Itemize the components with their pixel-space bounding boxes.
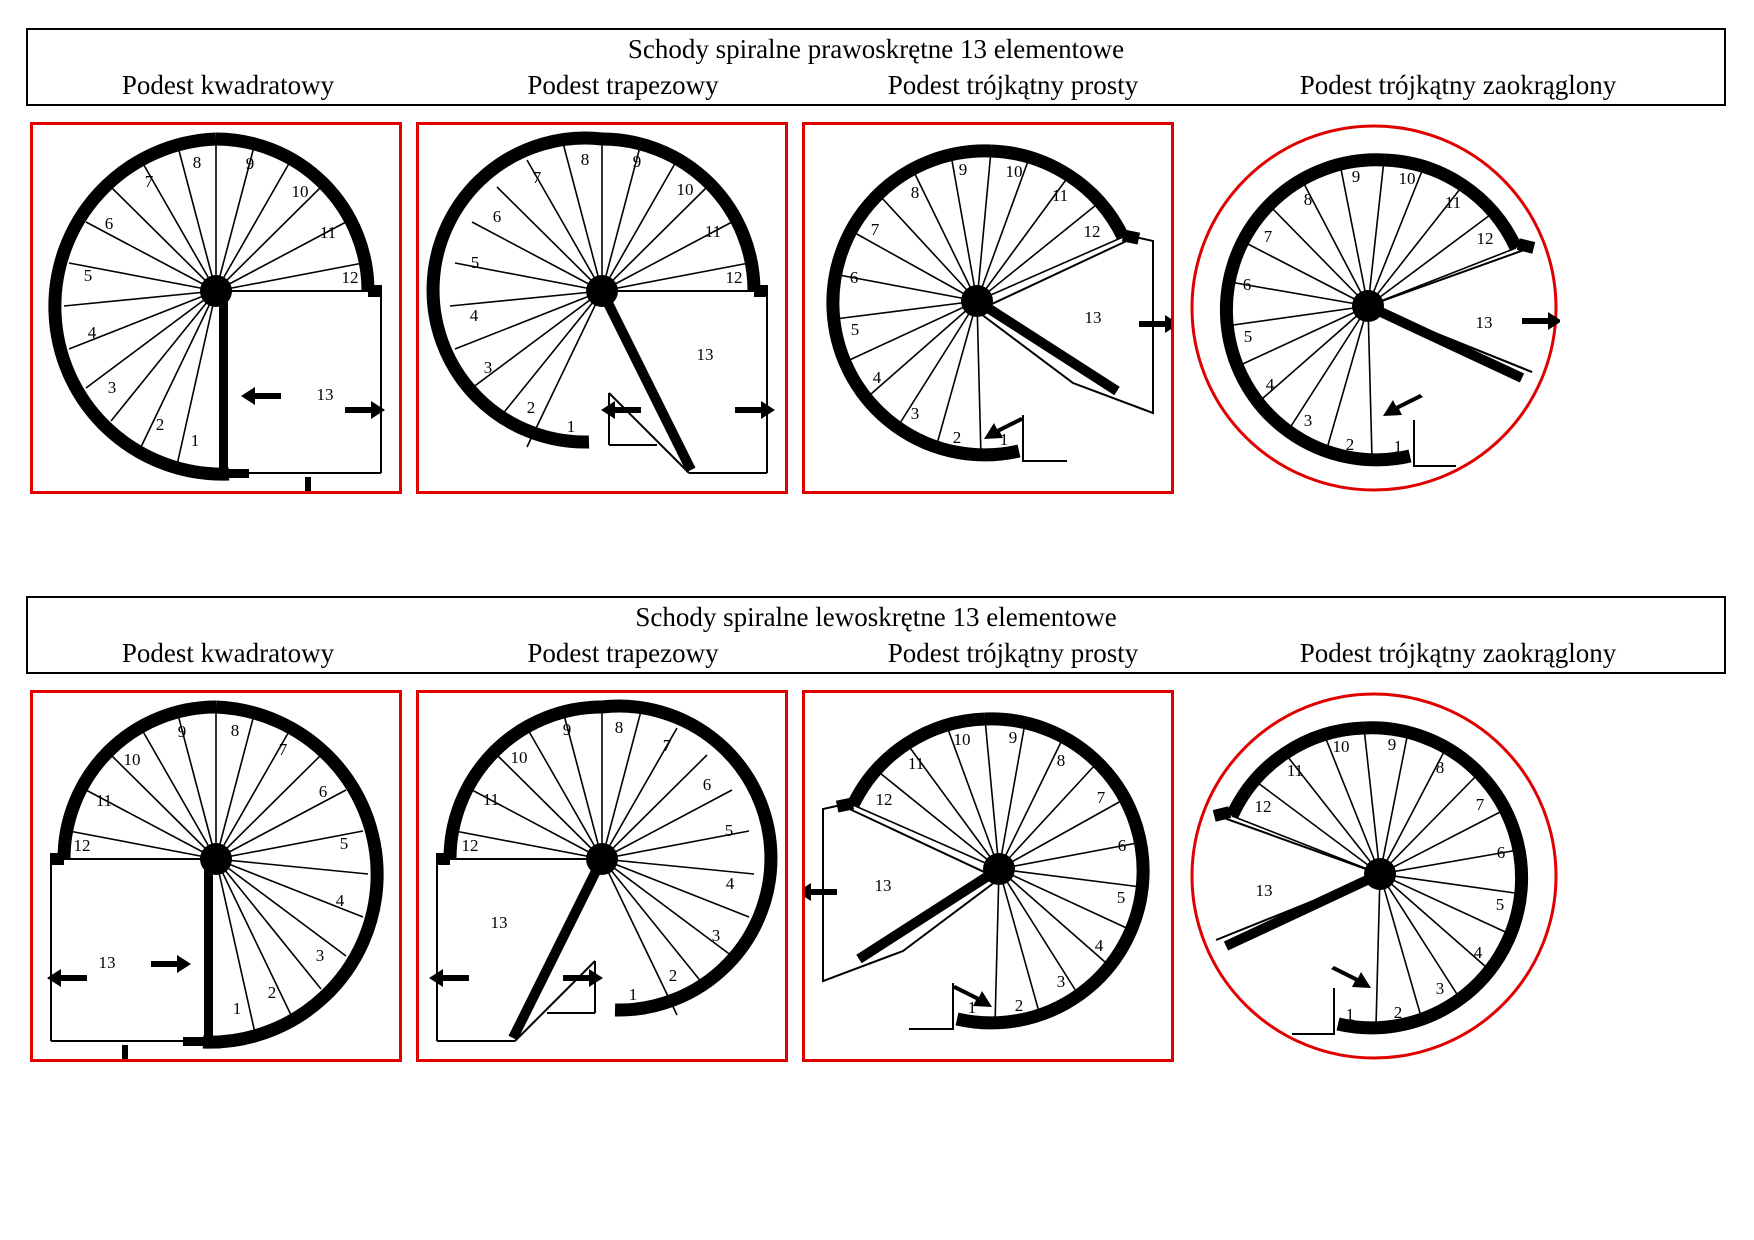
panel-label-triangle-straight: Podest trójkątny prosty bbox=[887, 638, 1139, 668]
arc-end-cap bbox=[368, 285, 382, 297]
svg-text:9: 9 bbox=[562, 720, 572, 739]
svg-text:4: 4 bbox=[872, 368, 882, 387]
diagram-trapezoid-right bbox=[416, 122, 788, 494]
svg-text:4: 4 bbox=[1094, 936, 1104, 955]
diagram-trapezoid-left bbox=[416, 690, 788, 1062]
svg-text:8: 8 bbox=[1056, 751, 1066, 770]
svg-text:7: 7 bbox=[1263, 227, 1273, 246]
panel-label-triangle-rounded: Podest trójkątny zaokrąglony bbox=[1299, 70, 1617, 100]
svg-text:1: 1 bbox=[1345, 1005, 1355, 1024]
svg-text:6: 6 bbox=[318, 782, 328, 801]
svg-text:5: 5 bbox=[339, 834, 349, 853]
svg-text:9: 9 bbox=[632, 152, 642, 171]
svg-text:12: 12 bbox=[341, 268, 359, 287]
svg-text:6: 6 bbox=[492, 207, 502, 226]
svg-text:2: 2 bbox=[1345, 435, 1355, 454]
svg-text:6: 6 bbox=[1117, 836, 1127, 855]
svg-text:1: 1 bbox=[967, 998, 977, 1017]
panel-label-triangle-rounded: Podest trójkątny zaokrąglony bbox=[1299, 638, 1617, 668]
direction-arrows bbox=[984, 315, 1171, 439]
landing-nose bbox=[211, 469, 249, 478]
title-box bbox=[26, 28, 1726, 106]
svg-text:4: 4 bbox=[335, 891, 345, 910]
svg-text:3: 3 bbox=[483, 358, 493, 377]
diagram-square-right bbox=[30, 122, 402, 494]
svg-text:11: 11 bbox=[907, 754, 925, 773]
svg-text:5: 5 bbox=[1243, 327, 1253, 346]
svg-text:1: 1 bbox=[1393, 437, 1403, 456]
svg-text:10: 10 bbox=[1332, 737, 1350, 756]
svg-text:5: 5 bbox=[850, 320, 860, 339]
svg-text:10: 10 bbox=[953, 730, 971, 749]
svg-text:13: 13 bbox=[696, 345, 714, 364]
section-right-handed bbox=[26, 28, 1728, 568]
landing-diagonal-stringer bbox=[602, 291, 691, 470]
svg-text:10: 10 bbox=[676, 180, 694, 199]
title-box bbox=[26, 596, 1726, 674]
svg-text:11: 11 bbox=[482, 790, 500, 809]
svg-text:7: 7 bbox=[532, 168, 542, 187]
svg-text:2: 2 bbox=[1014, 996, 1024, 1015]
svg-text:12: 12 bbox=[1083, 222, 1101, 241]
svg-text:7: 7 bbox=[1475, 795, 1485, 814]
svg-text:4: 4 bbox=[87, 323, 97, 342]
svg-text:2: 2 bbox=[267, 983, 277, 1002]
svg-text:7: 7 bbox=[1096, 788, 1106, 807]
svg-text:10: 10 bbox=[291, 182, 309, 201]
svg-text:11: 11 bbox=[1051, 186, 1069, 205]
diagram-triangle-straight-left bbox=[802, 690, 1174, 1062]
svg-text:3: 3 bbox=[1303, 411, 1313, 430]
panel-label-triangle-straight: Podest trójkątny prosty bbox=[887, 70, 1139, 100]
section-left-handed bbox=[26, 596, 1728, 1136]
arc-end-cap bbox=[754, 285, 768, 297]
svg-text:12: 12 bbox=[725, 268, 743, 287]
svg-text:12: 12 bbox=[875, 790, 893, 809]
svg-text:12: 12 bbox=[73, 836, 91, 855]
svg-text:2: 2 bbox=[952, 428, 962, 447]
svg-text:7: 7 bbox=[662, 736, 672, 755]
svg-text:11: 11 bbox=[1444, 193, 1462, 212]
direction-arrows bbox=[601, 401, 775, 419]
svg-text:13: 13 bbox=[98, 953, 116, 972]
svg-text:1: 1 bbox=[628, 985, 638, 1004]
svg-text:1: 1 bbox=[190, 431, 200, 450]
svg-text:9: 9 bbox=[1008, 728, 1018, 747]
svg-text:5: 5 bbox=[470, 253, 480, 272]
svg-text:13: 13 bbox=[490, 913, 508, 932]
svg-text:4: 4 bbox=[1473, 943, 1483, 962]
svg-text:11: 11 bbox=[319, 223, 337, 242]
svg-text:1: 1 bbox=[566, 417, 576, 436]
svg-text:5: 5 bbox=[1116, 888, 1126, 907]
main-title: Schody spiralne lewoskrętne 13 elementowe bbox=[635, 602, 1117, 632]
svg-text:5: 5 bbox=[1495, 895, 1505, 914]
svg-text:10: 10 bbox=[1005, 162, 1023, 181]
svg-text:3: 3 bbox=[1435, 979, 1445, 998]
direction-arrows bbox=[241, 387, 385, 491]
svg-text:2: 2 bbox=[668, 966, 678, 985]
svg-text:2: 2 bbox=[155, 415, 165, 434]
svg-text:4: 4 bbox=[1265, 375, 1275, 394]
svg-text:12: 12 bbox=[1476, 229, 1494, 248]
center-hub bbox=[200, 275, 232, 307]
svg-text:4: 4 bbox=[725, 874, 735, 893]
svg-text:7: 7 bbox=[144, 172, 154, 191]
main-title: Schody spiralne prawoskrętne 13 elementowe bbox=[627, 34, 1125, 64]
svg-text:2: 2 bbox=[1393, 1003, 1403, 1022]
center-hub bbox=[1352, 290, 1384, 322]
svg-text:8: 8 bbox=[580, 150, 590, 169]
svg-text:7: 7 bbox=[278, 740, 288, 759]
svg-text:6: 6 bbox=[702, 775, 712, 794]
svg-text:13: 13 bbox=[1475, 313, 1493, 332]
panel-label-square: Podest kwadratowy bbox=[121, 638, 335, 668]
svg-text:5: 5 bbox=[83, 266, 93, 285]
svg-text:9: 9 bbox=[245, 154, 255, 173]
diagram-square-left bbox=[30, 690, 402, 1062]
svg-text:12: 12 bbox=[1254, 797, 1272, 816]
svg-text:11: 11 bbox=[95, 791, 113, 810]
svg-text:2: 2 bbox=[526, 398, 536, 417]
svg-text:4: 4 bbox=[469, 306, 479, 325]
landing-outline bbox=[216, 291, 381, 473]
svg-text:13: 13 bbox=[874, 876, 892, 895]
svg-text:9: 9 bbox=[958, 160, 968, 179]
panel-label-trapezoid: Podest trapezowy bbox=[527, 70, 719, 100]
svg-text:11: 11 bbox=[704, 222, 722, 241]
center-hub bbox=[586, 275, 618, 307]
svg-text:10: 10 bbox=[123, 750, 141, 769]
svg-text:6: 6 bbox=[1242, 275, 1252, 294]
svg-text:6: 6 bbox=[849, 268, 859, 287]
svg-text:8: 8 bbox=[1303, 190, 1313, 209]
svg-text:6: 6 bbox=[1496, 843, 1506, 862]
center-hub bbox=[961, 285, 993, 317]
panel-label-square: Podest kwadratowy bbox=[121, 70, 335, 100]
svg-text:3: 3 bbox=[910, 404, 920, 423]
svg-text:8: 8 bbox=[1435, 758, 1445, 777]
svg-text:3: 3 bbox=[711, 926, 721, 945]
svg-text:3: 3 bbox=[1056, 972, 1066, 991]
svg-text:8: 8 bbox=[910, 183, 920, 202]
svg-text:13: 13 bbox=[1084, 308, 1102, 327]
svg-text:13: 13 bbox=[316, 385, 334, 404]
svg-text:11: 11 bbox=[1286, 761, 1304, 780]
svg-text:3: 3 bbox=[107, 378, 117, 397]
svg-text:3: 3 bbox=[315, 946, 325, 965]
svg-text:9: 9 bbox=[177, 722, 187, 741]
panel-label-trapezoid: Podest trapezowy bbox=[527, 638, 719, 668]
svg-text:12: 12 bbox=[461, 836, 479, 855]
svg-text:6: 6 bbox=[104, 214, 114, 233]
svg-text:8: 8 bbox=[230, 721, 240, 740]
direction-arrow-down bbox=[116, 1045, 134, 1059]
svg-text:9: 9 bbox=[1351, 167, 1361, 186]
svg-text:8: 8 bbox=[614, 718, 624, 737]
svg-text:10: 10 bbox=[510, 748, 528, 767]
svg-text:13: 13 bbox=[1255, 881, 1273, 900]
landing-diagonal-stringer bbox=[1368, 306, 1522, 378]
svg-text:5: 5 bbox=[724, 821, 734, 840]
landing-stringer bbox=[219, 291, 228, 477]
svg-text:10: 10 bbox=[1398, 169, 1416, 188]
svg-text:8: 8 bbox=[192, 153, 202, 172]
svg-text:9: 9 bbox=[1387, 735, 1397, 754]
diagram-triangle-rounded-right bbox=[1188, 122, 1560, 494]
svg-text:1: 1 bbox=[232, 999, 242, 1018]
svg-text:1: 1 bbox=[999, 430, 1009, 449]
diagram-triangle-straight-right bbox=[802, 122, 1174, 494]
diagram-triangle-rounded-left bbox=[1188, 690, 1560, 1062]
svg-text:7: 7 bbox=[870, 220, 880, 239]
